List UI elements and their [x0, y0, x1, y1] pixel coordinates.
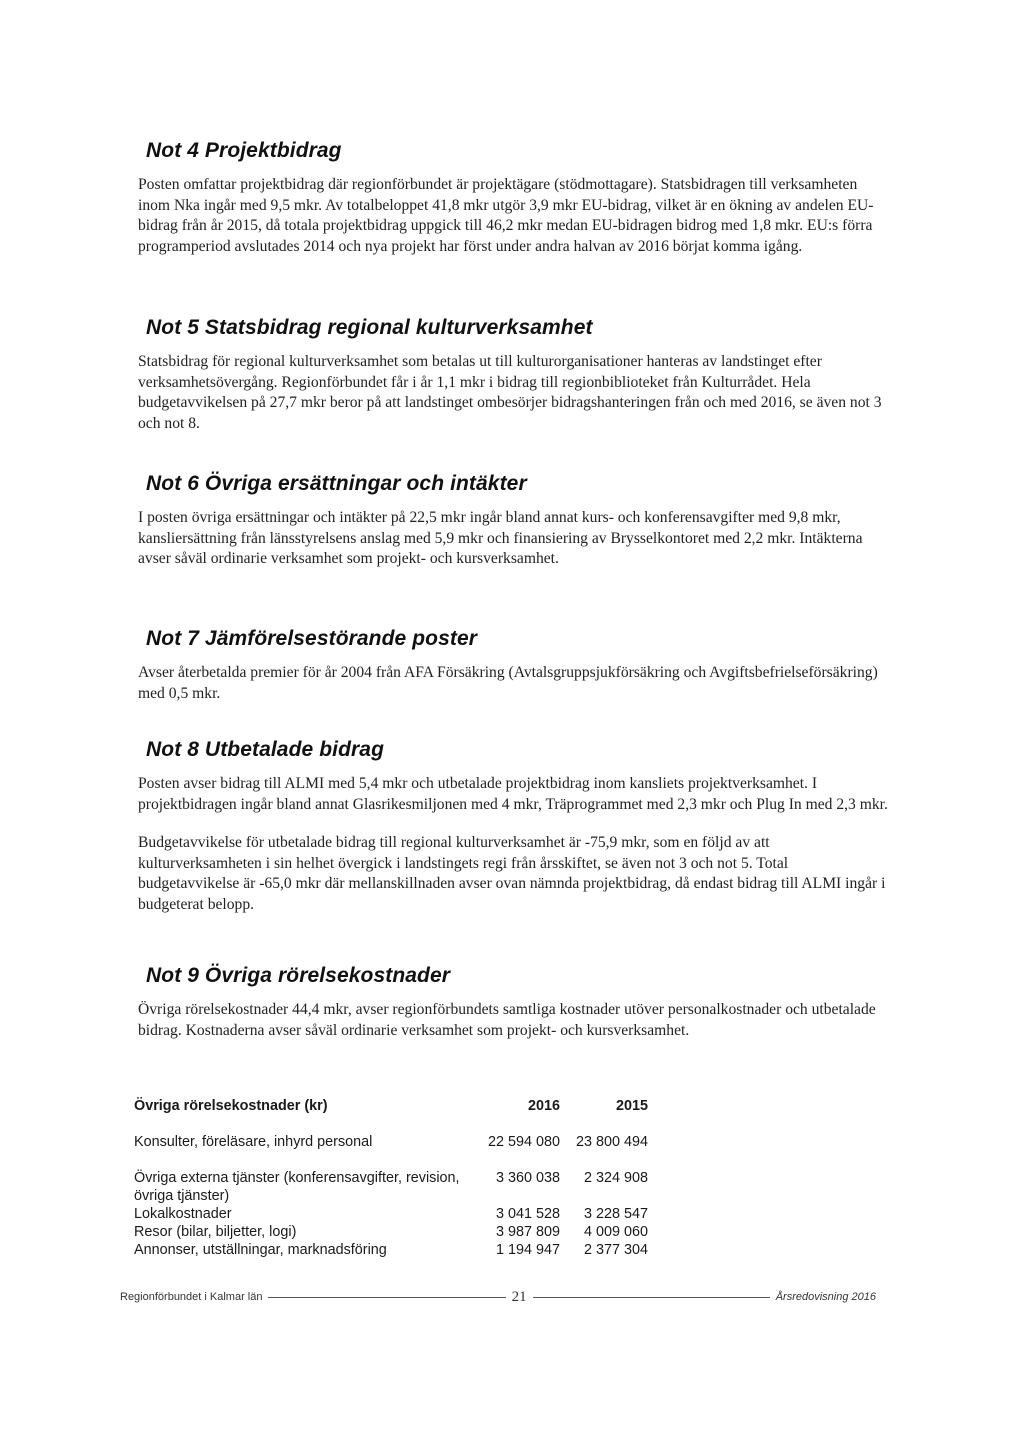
- note-8-paragraph-1: Posten avser bidrag till ALMI med 5,4 mkr och utbetalade projektbidrag inom kansliets projektverksamhet. I projektbidragen ingår bland annat Glasrikesmiljonen med 4 mkr, Träprogrammet med 2,3 mkr och Plug In med 2,3 mkr.: [138, 775, 888, 813]
- table-row-label: Konsulter, föreläsare, inhyrd personal: [134, 1134, 373, 1150]
- note-5-heading: Not 5 Statsbidrag regional kulturverksamhet: [146, 316, 593, 339]
- note-4-section: [138, 139, 890, 257]
- table-header-row: [134, 1097, 674, 1115]
- table-row: [134, 1133, 674, 1151]
- table-row-value-2015: 2 324 908: [583, 1170, 648, 1186]
- table-row-value-2015: 2 377 304: [583, 1242, 648, 1258]
- table-row-label: Resor (bilar, biljetter, logi): [134, 1224, 297, 1240]
- table-row-value-2016: 3 987 809: [495, 1224, 560, 1240]
- note-9-heading: Not 9 Övriga rörelsekostnader: [146, 964, 451, 987]
- note-8-section: [138, 738, 890, 916]
- note-6-heading: Not 6 Övriga ersättningar och intäkter: [146, 472, 527, 495]
- table-row-value-2016: 22 594 080: [487, 1134, 560, 1150]
- footer-organization: Regionförbundet i Kalmar län: [120, 1291, 263, 1303]
- table-row: [134, 1241, 674, 1259]
- costs-table: [134, 1097, 674, 1259]
- note-6-section: [138, 472, 890, 570]
- table-row-value-2016: 3 360 038: [495, 1170, 560, 1186]
- table-row: [134, 1169, 674, 1205]
- table-row: [134, 1223, 674, 1241]
- table-row-label: Övriga externa tjänster (konferensavgifter, revision, övriga tjänster): [134, 1170, 460, 1204]
- note-7-section: [138, 627, 890, 704]
- table-row: [134, 1205, 674, 1223]
- note-8-heading: Not 8 Utbetalade bidrag: [146, 738, 384, 761]
- footer-rule-left: [268, 1297, 505, 1298]
- page-footer: [120, 1287, 876, 1307]
- table-header-2015: 2015: [615, 1098, 648, 1114]
- table-row-value-2016: 3 041 528: [495, 1206, 560, 1222]
- table-row-value-2016: 1 194 947: [495, 1242, 560, 1258]
- note-5-paragraph: Statsbidrag för regional kulturverksamhet som betalas ut till kulturorganisationer hanteras av landstinget efter verksamhetsövergång. Regionförbundet får i år 1,1 mkr i bidrag till regionbiblioteket från Kulturrådet. Hela budgetavvikelsen på 27,7 mkr beror på att landstinget ombesörjer bidragshanteringen från och med 2016, se även not 3 och not 8.: [138, 353, 882, 432]
- table-header-2016: 2016: [527, 1098, 560, 1114]
- note-8-paragraph-2: Budgetavvikelse för utbetalade bidrag till regional kulturverksamhet är -75,9 mkr, som en följd av att kulturverksamheten i sin helhet övergick i landstingets regi från årsskiftet, se även not 3 och not 5. Total budgetavvikelse är -65,0 mkr där mellanskillnaden avser ovan nämnda projektbidrag, då endast bidrag till ALMI ingår i budgeterat belopp.: [138, 834, 886, 913]
- note-7-paragraph: Avser återbetalda premier för år 2004 från AFA Försäkring (Avtalsgruppsjukförsäkring och Avgiftsbefrielseförsäkring) med 0,5 mkr.: [138, 664, 878, 702]
- table-row-label: Lokalkostnader: [134, 1206, 232, 1222]
- page-number: 21: [511, 1288, 527, 1305]
- note-6-paragraph: I posten övriga ersättningar och intäkter på 22,5 mkr ingår bland annat kurs- och konferensavgifter med 9,8 mkr, kansliersättning från länsstyrelsens anslag med 5,9 mkr och finansiering av Brysselkontoret med 2,2 mkr. Intäkterna avser såväl ordinarie verksamhet som projekt- och kursverksamhet.: [138, 509, 863, 568]
- footer-report-title: Årsredovisning 2016: [775, 1291, 876, 1303]
- table-row-value-2015: 23 800 494: [575, 1134, 648, 1150]
- note-9-section: [138, 964, 890, 1041]
- note-4-heading: Not 4 Projektbidrag: [146, 139, 342, 162]
- note-4-paragraph: Posten omfattar projektbidrag där regionförbundet är projektägare (stödmottagare). Statsbidragen till verksamheten inom Nka ingår med 9,5 mkr. Av totalbeloppet 41,8 mkr utgör 3,9 mkr EU-bidrag, vilket är en ökning av andelen EU-bidrag från år 2015, då totala projektbidrag uppgick till 46,2 mkr medan EU-bidragen bidrog med 1,8 mkr. EU:s förra programperiod avslutades 2014 och nya projekt har först under andra halvan av 2016 börjat komma igång.: [138, 176, 874, 255]
- footer-rule-right: [533, 1297, 770, 1298]
- note-7-heading: Not 7 Jämförelsestörande poster: [146, 627, 478, 650]
- table-header-label: Övriga rörelsekostnader (kr): [134, 1098, 328, 1114]
- note-5-section: [138, 316, 890, 434]
- note-9-paragraph: Övriga rörelsekostnader 44,4 mkr, avser regionförbundets samtliga kostnader utöver personalkostnader och utbetalade bidrag. Kostnaderna avser såväl ordinarie verksamhet som projekt- och kursverksamhet.: [138, 1001, 876, 1039]
- table-row-value-2015: 4 009 060: [583, 1224, 648, 1240]
- table-row-value-2015: 3 228 547: [583, 1206, 648, 1222]
- table-row-label: Annonser, utställningar, marknadsföring: [134, 1242, 387, 1258]
